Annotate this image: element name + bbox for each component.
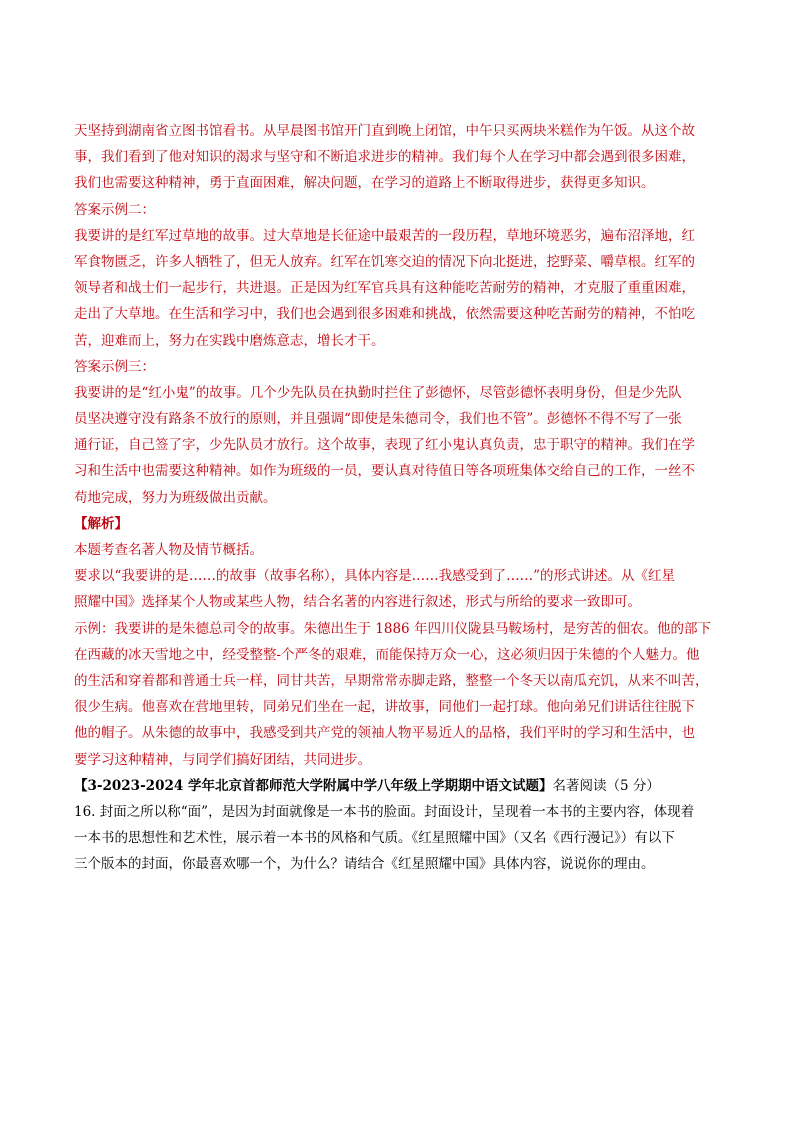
example2-line: 走出了大草地。在生活和学习中，我们也会遇到很多困难和挑战，依然需要这种吃苦耐劳的精神，不怕吃 xyxy=(74,306,695,323)
example3-label: 答案示例三： xyxy=(74,358,155,375)
document-page xyxy=(74,118,724,877)
analysis-line: 在西藏的冰天雪地之中，经受整整-个严冬的艰难，而能保持万众一心，这必须归因于朱德的个人魅力。他 xyxy=(74,646,700,663)
analysis-heading: 【解析】 xyxy=(74,515,128,532)
example3-line: 员坚决遵守没有路条不放行的原则，并且强调“即使是朱德司令，我们也不管”。彭德怀不得不写了一张 xyxy=(74,411,682,428)
analysis-line: 要学习这种精神，与同学们搞好团结，共同进步。 xyxy=(74,751,371,768)
question-line: 三个版本的封面，你最喜欢哪一个，为什么？请结合《红星照耀中国》具体内容，说说你的理由。 xyxy=(74,856,655,873)
answer-line: 我们也需要这种精神，勇于直面困难，解决问题，在学习的道路上不断取得进步，获得更多知识。 xyxy=(74,175,655,192)
example2-line: 苦，迎难而上，努力在实践中磨炼意志，增长才干。 xyxy=(74,332,385,349)
example2-label: 答案示例二： xyxy=(74,201,155,218)
analysis-line: 很少生病。他喜欢在营地里转，同弟兄们坐在一起，讲故事，同他们一起打球。他向弟兄们讲话往往脱下 xyxy=(74,699,695,716)
example2-line: 领导者和战士们一起步行，共进退。正是因为红军官兵具有这种能吃苦耐劳的精神，才克服了重重困难， xyxy=(74,280,695,297)
analysis-line: 照耀中国》选择某个人物或某些人物，结合名著的内容进行叙述，形式与所给的要求一致即可。 xyxy=(74,594,641,611)
example2-line: 我要讲的是红军过草地的故事。过大草地是长征途中最艰苦的一段历程，草地环境恶劣，遍布沼泽地，红 xyxy=(74,227,695,244)
analysis-line: 他的帽子。从朱德的故事中，我感受到共产党的领袖人物平易近人的品格，我们平时的学习和生活中，也 xyxy=(74,725,695,742)
example3-line: 通行证，自己签了字，少先队员才放行。这个故事，表现了红小鬼认真负责，忠于职守的精神。我们在学 xyxy=(74,437,695,454)
answer-line: 事，我们看到了他对知识的渴求与坚守和不断追求进步的精神。我们每个人在学习中都会遇到很多困难， xyxy=(74,149,695,166)
question-source xyxy=(74,773,724,799)
example2-line: 军食物匮乏，许多人牺牲了，但无人放弃。红军在饥寒交迫的情况下向北挺进，挖野菜、嚼草根。红军的 xyxy=(74,253,695,270)
question-source-suffix: 名著阅读（5 分） xyxy=(552,777,660,794)
question-line: 16. 封面之所以称“面”，是因为封面就像是一本书的脸面。封面设计，呈现着一本书的主要内容，体现着 xyxy=(74,803,695,820)
answer-line: 天坚持到湖南省立图书馆看书。从早晨图书馆开门直到晚上闭馆，中午只买两块米糕作为午饭。从这个故 xyxy=(74,123,695,139)
analysis-line: 本题考查名著人物及情节概括。 xyxy=(74,542,263,558)
analysis-line: 示例：我要讲的是朱德总司令的故事。朱德出生于 1886 年四川仪陇县马鞍场村，是穷苦的佃农。他的部下 xyxy=(74,620,711,637)
question-source-tag: 【3-2023-2024 学年北京首都师范大学附属中学八年级上学期期中语文试题】 xyxy=(74,777,553,794)
example3-line: 苟地完成，努力为班级做出贡献。 xyxy=(74,489,277,506)
analysis-line: 要求以“我要讲的是……的故事（故事名称），具体内容是……我感受到了……”的形式讲述。从《红星 xyxy=(74,568,676,585)
question-line: 一本书的思想性和艺术性，展示着一本书的风格和气质。《红星照耀中国》（又名《西行漫记》）有以下 xyxy=(74,830,675,847)
analysis-line: 的生活和穿着都和普通士兵一样，同甘共苦，早期常常赤脚走路，整整一个冬天以南瓜充饥，从来不叫苦， xyxy=(74,672,709,689)
example3-line: 习和生活中也需要这种精神。如作为班级的一员，要认真对待值日等各项班集体交给自己的工作，一丝不 xyxy=(74,463,695,480)
example3-line: 我要讲的是“红小鬼”的故事。几个少先队员在执勤时拦住了彭德怀，尽管彭德怀表明身份，但是少先队 xyxy=(74,384,682,401)
